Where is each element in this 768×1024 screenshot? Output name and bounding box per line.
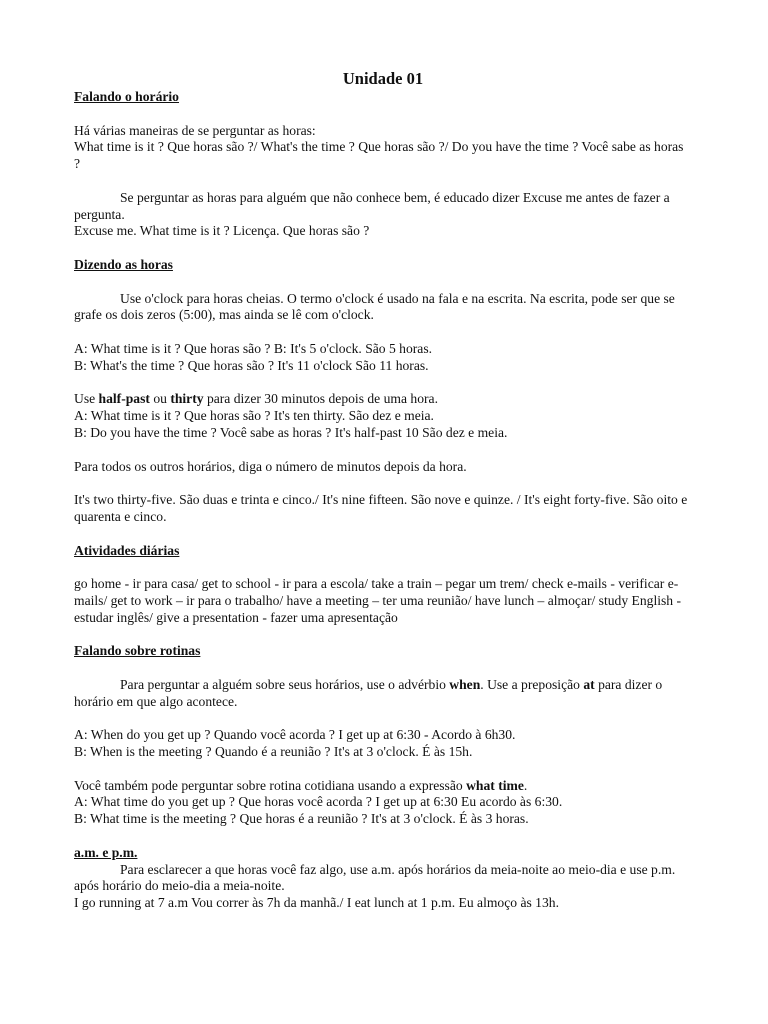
document-page	[74, 70, 692, 912]
dialogue-line: A: What time do you get up ? Que horas você acorda ? I get up at 6:30 Eu acordo às 6:30.	[74, 794, 563, 810]
bold-term: when	[449, 676, 481, 692]
bold-term: at	[583, 676, 595, 692]
paragraph: Se perguntar as horas para alguém que não conhece bem, é educado dizer Excuse me antes de fazer a pergunta.	[74, 189, 670, 222]
paragraph: Para esclarecer a que horas você faz algo, use a.m. após horários da meia-noite ao meio-dia e use p.m. após horário do meio-dia a meia-noite.	[74, 861, 676, 894]
paragraph: Há várias maneiras de se perguntar as horas:	[74, 122, 316, 138]
dialogue-line: A: What time is it ? Que horas são ? B: It's 5 o'clock. São 5 horas.	[74, 340, 433, 356]
paragraph: Use o'clock para horas cheias. O termo o'clock é usado na fala e na escrita. Na escrita, pode ser que se grafe os dois zeros (5:00), mas ainda se lê com o'clock.	[74, 290, 675, 323]
dialogue-line: B: What's the time ? Que horas são ? It's 11 o'clock São 11 horas.	[74, 357, 429, 373]
dialogue-line: A: When do you get up ? Quando você acorda ? I get up at 6:30 - Acordo à 6h30.	[74, 727, 516, 743]
bold-term: half-past	[98, 391, 150, 407]
dialogue-line: B: What time is the meeting ? Que horas é a reunião ? It's at 3 o'clock. É às 3 horas.	[74, 811, 529, 827]
dialogue-line: A: What time is it ? Que horas são ? It's ten thirty. São dez e meia.	[74, 408, 434, 424]
paragraph: Excuse me. What time is it ? Licença. Que horas são ?	[74, 223, 370, 239]
paragraph: go home - ir para casa/ get to school - ir para a escola/ take a train – pegar um trem/ check e-mails - verificar e-mails/ get to work – ir para o trabalho/ have a meeting – ter uma reunião/ have lunch – almoçar/ study English - estudar inglês/ give a presentation - fazer uma apresentação	[74, 576, 682, 625]
paragraph: It's two thirty-five. São duas e trinta e cinco./ It's nine fifteen. São nove e quinze. / It's eight forty-five. São oito e quarenta e cinco.	[74, 492, 688, 524]
section-heading-am-pm: a.m. e p.m.	[74, 844, 138, 860]
section-heading-falando-horario: Falando o horário	[74, 89, 179, 104]
dialogue-line: B: When is the meeting ? Quando é a reunião ? It's at 3 o'clock. É às 15h.	[74, 744, 473, 760]
paragraph: Para perguntar a alguém sobre seus horários, use o advérbio when. Use a preposição at para dizer o horário em que algo acontece.	[74, 676, 663, 709]
paragraph: What time is it ? Que horas são ?/ What's the time ? Que horas são ?/ Do you have the time ? Você sabe as horas ?	[74, 139, 684, 172]
section-heading-dizendo-horas: Dizendo as horas	[74, 256, 173, 272]
document-title: Unidade 01	[342, 69, 424, 88]
section-heading-atividades-diarias: Atividades diárias	[74, 542, 180, 558]
paragraph: Para todos os outros horários, diga o número de minutos depois da hora.	[74, 458, 467, 474]
dialogue-line: B: Do you have the time ? Você sabe as horas ? It's half-past 10 São dez e meia.	[74, 424, 508, 440]
paragraph: Você também pode perguntar sobre rotina cotidiana usando a expressão what time.	[74, 777, 528, 793]
bold-term: thirty	[170, 391, 204, 407]
bold-term: what time	[466, 777, 524, 793]
paragraph: I go running at 7 a.m Vou correr às 7h da manhã./ I eat lunch at 1 p.m. Eu almoço às 13h.	[74, 895, 559, 911]
section-heading-falando-rotinas: Falando sobre rotinas	[74, 643, 201, 659]
paragraph: Use half-past ou thirty para dizer 30 minutos depois de uma hora.	[74, 391, 438, 407]
